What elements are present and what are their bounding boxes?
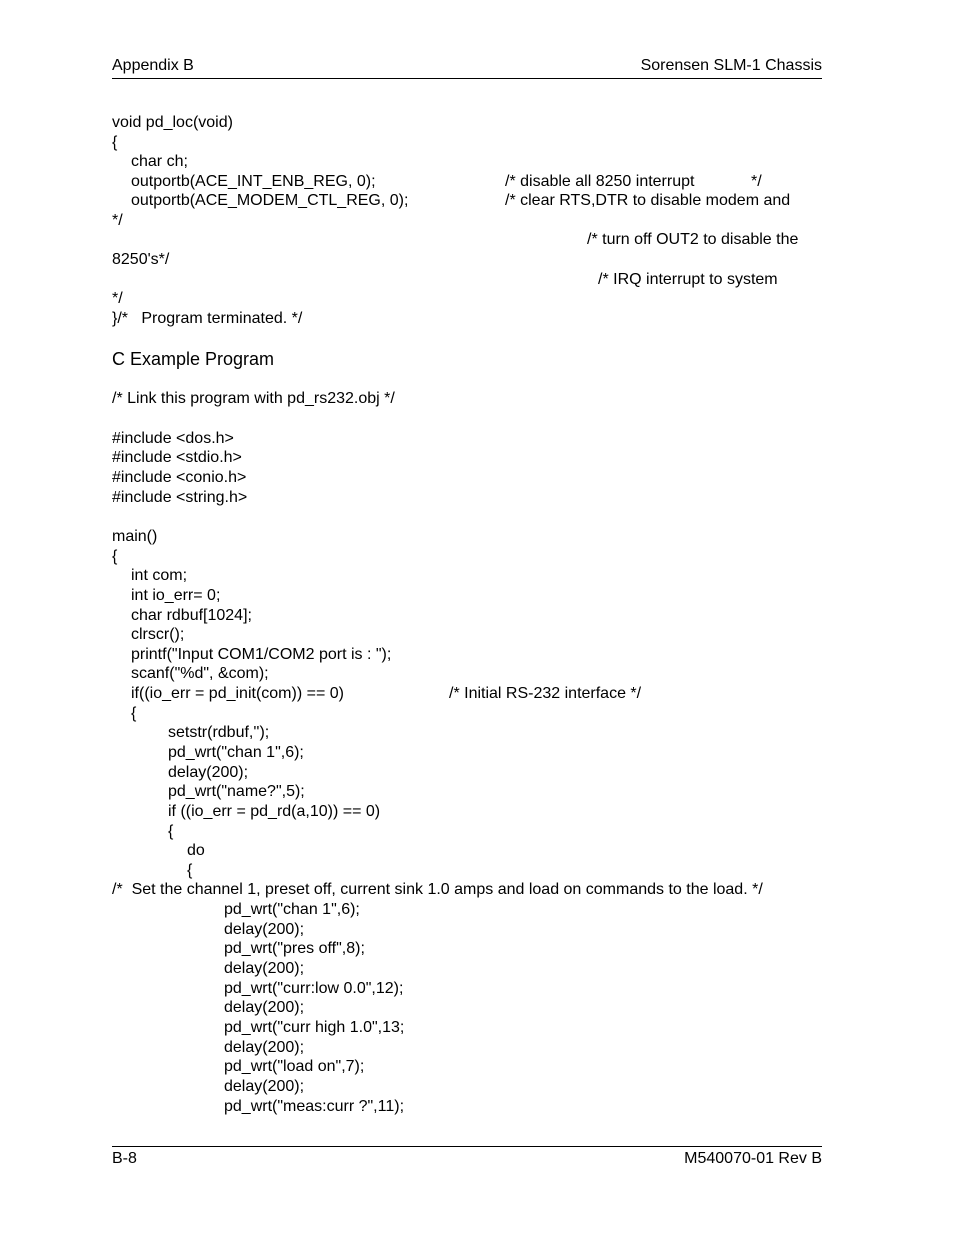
code-line: char ch; bbox=[131, 153, 188, 170]
code-line: delay(200); bbox=[224, 921, 305, 938]
code-line: if ((io_err = pd_rd(a,10)) == 0) bbox=[168, 803, 381, 820]
code-line: setstr(rdbuf,''); bbox=[168, 724, 270, 741]
code-line: delay(200); bbox=[168, 764, 249, 781]
code-line: outportb(ACE_MODEM_CTL_REG, 0); bbox=[131, 192, 409, 209]
code-line: delay(200); bbox=[224, 999, 305, 1016]
code-comment: /* Link this program with pd_rs232.obj */ bbox=[112, 390, 395, 407]
code-line: */ bbox=[112, 290, 123, 307]
code-line: { bbox=[131, 705, 137, 722]
code-line: delay(200); bbox=[224, 960, 305, 977]
code-line: pd_wrt("curr:low 0.0",12); bbox=[224, 980, 404, 997]
code-line: printf("Input COM1/COM2 port is : "); bbox=[131, 646, 392, 663]
code-comment: /* IRQ interrupt to system bbox=[598, 271, 778, 288]
code-line: if((io_err = pd_init(com)) == 0) bbox=[131, 685, 344, 702]
code-line: */ bbox=[112, 212, 123, 229]
code-comment: /* Set the channel 1, preset off, current sink 1.0 amps and load on commands to the load. */ bbox=[112, 881, 763, 898]
code-line: { bbox=[112, 134, 118, 151]
code-line: pd_wrt("curr high 1.0",13; bbox=[224, 1019, 405, 1036]
code-line: { bbox=[168, 823, 174, 840]
code-line: scanf("%d", &com); bbox=[131, 665, 269, 682]
code-line: clrscr(); bbox=[131, 626, 185, 643]
code-line: pd_wrt("load on",7); bbox=[224, 1058, 365, 1075]
code-line: delay(200); bbox=[224, 1039, 305, 1056]
code-comment-end: */ bbox=[751, 173, 762, 190]
code-line: { bbox=[187, 862, 193, 879]
code-line: }/* Program terminated. */ bbox=[112, 310, 303, 327]
code-include: #include <dos.h> bbox=[112, 430, 234, 447]
code-include: #include <string.h> bbox=[112, 489, 248, 506]
code-comment: /* clear RTS,DTR to disable modem and bbox=[505, 192, 791, 209]
code-comment: /* disable all 8250 interrupt bbox=[505, 173, 695, 190]
code-line: do bbox=[187, 842, 205, 859]
footer-document-revision: M540070-01 Rev B bbox=[684, 1150, 822, 1167]
code-line: int com; bbox=[131, 567, 188, 584]
code-include: #include <conio.h> bbox=[112, 469, 247, 486]
code-line: pd_wrt("chan 1",6); bbox=[168, 744, 304, 761]
section-title: C Example Program bbox=[112, 349, 275, 369]
header-section-label: Appendix B bbox=[112, 57, 194, 74]
code-line: pd_wrt("pres off",8); bbox=[224, 940, 365, 957]
code-line: char rdbuf[1024]; bbox=[131, 607, 252, 624]
code-line: pd_wrt("name?",5); bbox=[168, 783, 305, 800]
code-include: #include <stdio.h> bbox=[112, 449, 242, 466]
header-document-title: Sorensen SLM-1 Chassis bbox=[640, 57, 822, 74]
footer-page-number: B-8 bbox=[112, 1150, 137, 1167]
code-line: delay(200); bbox=[224, 1078, 305, 1095]
code-line: main() bbox=[112, 528, 158, 545]
code-line: pd_wrt("chan 1",6); bbox=[224, 901, 360, 918]
code-line: outportb(ACE_INT_ENB_REG, 0); bbox=[131, 173, 376, 190]
code-comment: /* turn off OUT2 to disable the bbox=[587, 231, 799, 248]
code-line: 8250's*/ bbox=[112, 251, 170, 268]
page-footer bbox=[112, 1146, 822, 1171]
code-line: { bbox=[112, 548, 118, 565]
code-comment: /* Initial RS-232 interface */ bbox=[449, 685, 642, 702]
code-line: pd_wrt("meas:curr ?",11); bbox=[224, 1098, 405, 1115]
code-line: void pd_loc(void) bbox=[112, 114, 233, 131]
code-line: int io_err= 0; bbox=[131, 587, 221, 604]
